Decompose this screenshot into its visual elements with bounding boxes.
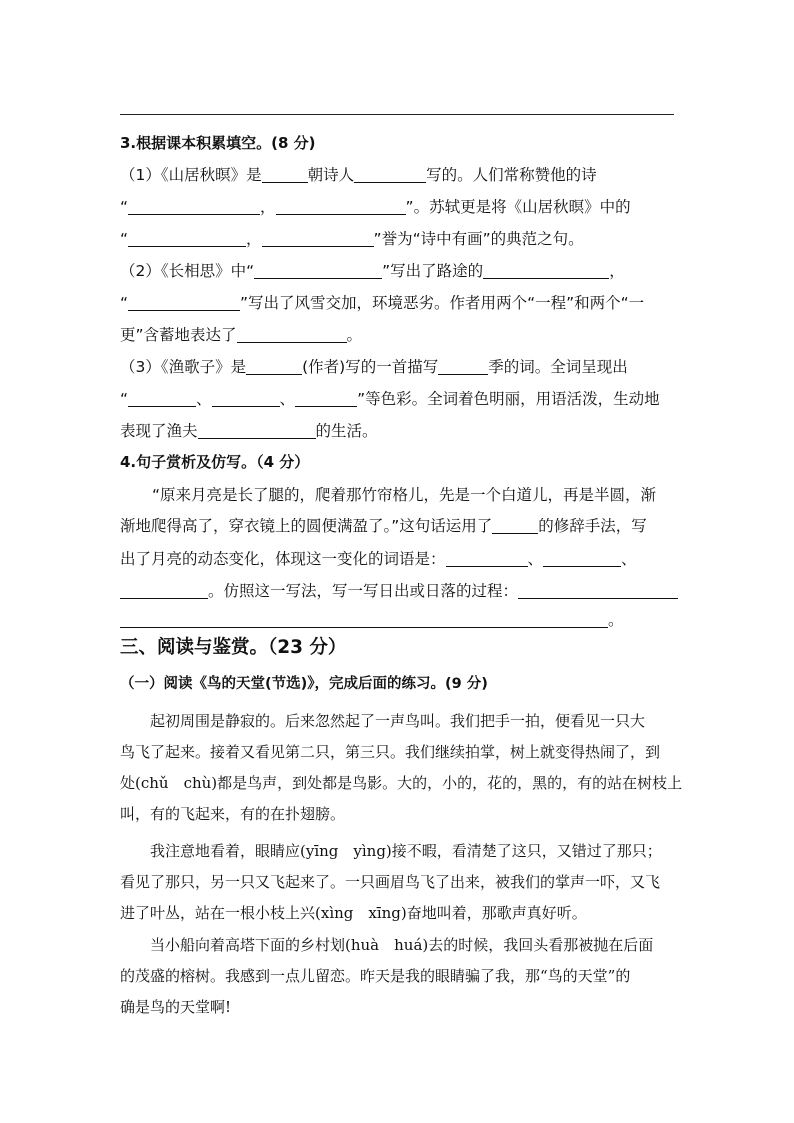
answer-blank[interactable] [543, 551, 621, 567]
q3-line-8 [120, 389, 676, 409]
text: 写的。人们常称赞他的诗 [426, 166, 597, 184]
text: (作者)写的一首描写 [302, 358, 439, 376]
passage-line: 当小船向着高塔下面的乡村划(huà huá)去的时候，我回头看那被抛在后面 [120, 936, 654, 954]
passage-line: 鸟飞了起来。接着又看见第二只，第三只。我们继续拍掌，树上就变得热闹了，到 [120, 743, 661, 761]
top-rule [120, 114, 674, 115]
subsection-heading: （一）阅读《鸟的天堂(节选)》，完成后面的练习。(9 分) [120, 676, 488, 692]
text: ”写出了路途的 [382, 262, 484, 280]
text: ， [609, 262, 625, 280]
passage-line: 处(chǔ chù)都是鸟声，到处都是鸟影。大的，小的，花的，黑的，有的站在树枝上 [120, 774, 683, 792]
text: ”写出了风雪交加，环境恶劣。作者用两个“一程”和两个“一 [240, 294, 645, 312]
answer-blank[interactable] [254, 263, 382, 279]
answer-blank[interactable] [276, 199, 406, 215]
text: （3）《渔歌子》是 [120, 358, 247, 376]
passage-line: 我注意地看着，眼睛应(yīng yìng)接不暇，看清楚了这只，又错过了那只； [120, 842, 662, 860]
text: ， [260, 198, 276, 216]
text: （1）《山居秋暝》是 [120, 166, 262, 184]
q4-title: 4.句子赏析及仿写。（4 分） [120, 453, 310, 471]
answer-blank[interactable] [128, 199, 260, 215]
q3-line-7 [120, 357, 676, 377]
q4-line-3 [120, 549, 676, 569]
text: 、 [621, 550, 637, 568]
text: 的生活。 [315, 422, 378, 440]
text: “ [120, 390, 129, 408]
q3-title: 3.根据课本积累填空。(8 分) [120, 134, 316, 152]
answer-blank[interactable] [128, 295, 240, 311]
q4-line-5 [120, 610, 676, 630]
passage-line: 确是鸟的天堂啊! [120, 998, 232, 1016]
q4-line-2 [120, 516, 676, 536]
text: 、 [196, 390, 212, 408]
text: ”等色彩。全词着色明丽，用语活泼，生动地 [357, 390, 660, 408]
passage-line: 看见了那只，另一只又飞起来了。一只画眉鸟飞了出来，被我们的掌声一吓，又飞 [120, 873, 661, 891]
answer-blank[interactable] [212, 391, 280, 407]
q3-line-4 [120, 261, 676, 281]
q3-line-2 [120, 197, 676, 217]
text: “ [120, 198, 129, 216]
text: （2）《长相思》中“ [120, 262, 255, 280]
answer-blank[interactable] [438, 359, 488, 375]
answer-blank[interactable] [120, 583, 208, 599]
passage-line: 叫，有的飞起来，有的在扑翅膀。 [120, 805, 346, 823]
answer-blank[interactable] [262, 167, 308, 183]
text: 出了月亮的动态变化，体现这一变化的词语是： [120, 550, 446, 568]
q3-line-3 [120, 229, 676, 249]
section-heading: 三、阅读与鉴赏。（23 分） [120, 637, 347, 658]
text: 渐地爬得高了，穿衣镜上的圆便满盈了。”这句话运用了 [120, 517, 493, 535]
answer-blank[interactable] [446, 551, 528, 567]
answer-blank[interactable] [354, 167, 426, 183]
answer-blank[interactable] [246, 359, 302, 375]
answer-blank[interactable] [128, 231, 246, 247]
q3-line-6 [120, 325, 676, 345]
text: 、 [527, 550, 544, 568]
text: 。 [608, 611, 624, 629]
q3-line-9 [120, 421, 676, 441]
text: 的修辞手法，写 [538, 517, 647, 535]
q3-line-5 [120, 293, 676, 313]
passage-line: 起初周围是静寂的。后来忽然起了一声鸟叫。我们把手一拍，便看见一只大 [120, 712, 646, 730]
answer-blank[interactable] [483, 263, 609, 279]
answer-blank[interactable] [492, 518, 538, 534]
text: 、 [279, 390, 296, 408]
text: 更”含蓄地表达了 [120, 326, 237, 344]
text: ”誉为“诗中有画”的典范之句。 [373, 230, 584, 248]
text: ”。苏轼更是将《山居秋暝》中的 [405, 198, 631, 216]
text: 朝诗人 [307, 166, 355, 184]
answer-blank[interactable] [237, 327, 347, 343]
answer-blank[interactable] [295, 391, 357, 407]
text: “ [120, 230, 129, 248]
passage-line: 进了叶丛，站在一根小枝上兴(xìng xīng)奋地叫着，那歌声真好听。 [120, 904, 587, 922]
text: 。仿照这一写法，写一写日出或日落的过程： [208, 582, 519, 600]
q3-line-1 [120, 165, 676, 185]
text: 表现了渔夫 [120, 422, 198, 440]
text: 。 [346, 326, 363, 344]
answer-blank[interactable] [262, 231, 374, 247]
passage-line: 的茂盛的榕树。我感到一点儿留恋。昨天是我的眼睛骗了我，那“鸟的天堂”的 [120, 967, 631, 985]
q4-line-4 [120, 581, 676, 601]
text: 季的词。全词呈现出 [488, 358, 628, 376]
answer-blank[interactable] [198, 423, 316, 439]
q4-line-1: “原来月亮是长了腿的，爬着那竹帘格儿，先是一个白道儿，再是半圆，渐 [152, 486, 657, 504]
text: ， [246, 230, 262, 248]
text: “ [120, 294, 129, 312]
answer-blank[interactable] [128, 391, 196, 407]
answer-blank[interactable] [120, 612, 608, 628]
answer-blank[interactable] [518, 583, 678, 599]
